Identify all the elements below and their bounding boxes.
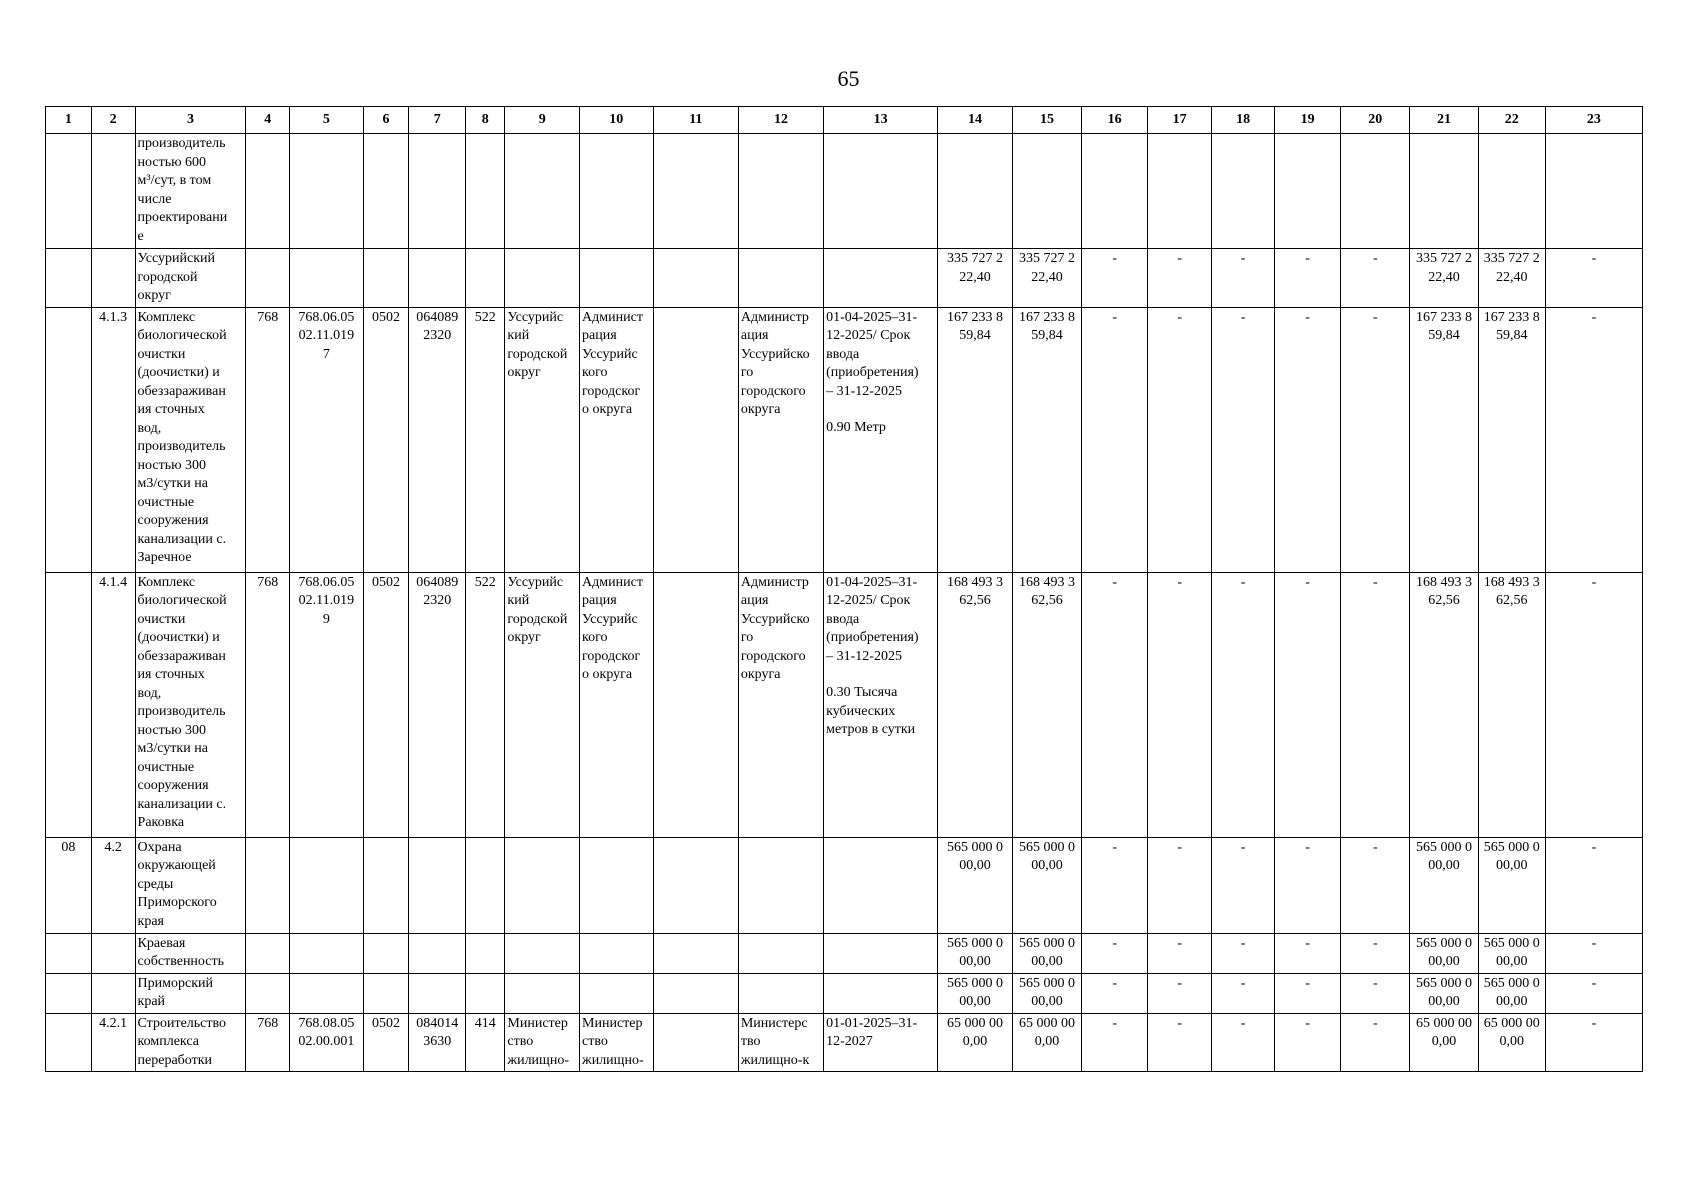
table-cell-col-5 [290, 134, 364, 249]
table-cell-col-13: 01-04-2025–31- 12-2025/ Срок ввода (приобретения) – 31-12-2025 0.90 Метр [824, 307, 938, 572]
column-header-14: 14 [938, 107, 1013, 134]
table-cell-col-12 [738, 249, 823, 308]
table-cell-col-21: 335 727 2 22,40 [1410, 249, 1478, 308]
table-cell-col-16: - [1082, 933, 1148, 973]
table-cell-col-1 [46, 134, 92, 249]
table-cell-col-6: 0502 [363, 572, 409, 837]
table-cell-col-11 [653, 249, 738, 308]
table-cell-col-23: - [1545, 837, 1642, 933]
table-cell-col-7: 084014 3630 [409, 1013, 466, 1072]
table-cell-col-1 [46, 933, 92, 973]
table-row [46, 307, 1643, 572]
table-cell-col-16: - [1082, 973, 1148, 1013]
table-cell-col-23: - [1545, 973, 1642, 1013]
table-body [46, 134, 1643, 1072]
table-cell-col-23: - [1545, 1013, 1642, 1072]
table-cell-col-20: - [1341, 1013, 1410, 1072]
column-header-4: 4 [246, 107, 290, 134]
table-cell-col-16: - [1082, 249, 1148, 308]
table-cell-col-21 [1410, 134, 1478, 249]
table-cell-col-4 [246, 973, 290, 1013]
table-cell-col-14: 565 000 0 00,00 [938, 973, 1013, 1013]
table-cell-col-23: - [1545, 572, 1642, 837]
table-row [46, 933, 1643, 973]
table-cell-col-4 [246, 134, 290, 249]
table-cell-col-22: 335 727 2 22,40 [1478, 249, 1545, 308]
table-cell-col-2 [91, 134, 135, 249]
table-cell-col-15: 167 233 8 59,84 [1012, 307, 1081, 572]
column-header-9: 9 [505, 107, 580, 134]
table-cell-col-14: 65 000 00 0,00 [938, 1013, 1013, 1072]
table-cell-col-11 [653, 307, 738, 572]
table-cell-col-14: 167 233 8 59,84 [938, 307, 1013, 572]
table-cell-col-3: Краевая собственность [135, 933, 246, 973]
table-cell-col-6 [363, 837, 409, 933]
table-cell-col-11 [653, 1013, 738, 1072]
table-cell-col-12: Министерс тво жилищно-к [738, 1013, 823, 1072]
table-cell-col-14: 565 000 0 00,00 [938, 933, 1013, 973]
table-row [46, 837, 1643, 933]
table-cell-col-13 [824, 973, 938, 1013]
table-cell-col-22: 167 233 8 59,84 [1478, 307, 1545, 572]
table-cell-col-21: 168 493 3 62,56 [1410, 572, 1478, 837]
table-cell-col-4: 768 [246, 307, 290, 572]
table-cell-col-16: - [1082, 1013, 1148, 1072]
table-cell-col-21: 565 000 0 00,00 [1410, 973, 1478, 1013]
table-cell-col-7 [409, 973, 466, 1013]
table-cell-col-15: 565 000 0 00,00 [1012, 973, 1081, 1013]
table-cell-col-22: 168 493 3 62,56 [1478, 572, 1545, 837]
table-cell-col-2 [91, 933, 135, 973]
table-cell-col-9 [505, 973, 580, 1013]
page-number: 65 [837, 66, 860, 91]
column-header-8: 8 [465, 107, 504, 134]
table-cell-col-11 [653, 933, 738, 973]
table-cell-col-15: 168 493 3 62,56 [1012, 572, 1081, 837]
table-cell-col-3: Строительство комплекса переработки [135, 1013, 246, 1072]
table-cell-col-15 [1012, 134, 1081, 249]
table-cell-col-5 [290, 249, 364, 308]
table-cell-col-5 [290, 973, 364, 1013]
table-cell-col-19: - [1275, 837, 1341, 933]
column-header-7: 7 [409, 107, 466, 134]
table-cell-col-20: - [1341, 933, 1410, 973]
table-cell-col-19: - [1275, 973, 1341, 1013]
column-header-18: 18 [1212, 107, 1275, 134]
table-row [46, 973, 1643, 1013]
table-cell-col-6: 0502 [363, 1013, 409, 1072]
table-cell-col-14: 168 493 3 62,56 [938, 572, 1013, 837]
table-cell-col-20: - [1341, 307, 1410, 572]
table-cell-col-18: - [1212, 837, 1275, 933]
table-cell-col-2 [91, 973, 135, 1013]
table-cell-col-18: - [1212, 1013, 1275, 1072]
table-cell-col-22: 565 000 0 00,00 [1478, 837, 1545, 933]
table-cell-col-8 [465, 933, 504, 973]
table-cell-col-12 [738, 837, 823, 933]
table-cell-col-21: 65 000 00 0,00 [1410, 1013, 1478, 1072]
budget-table [45, 106, 1643, 1072]
table-cell-col-14: 335 727 2 22,40 [938, 249, 1013, 308]
table-row [46, 249, 1643, 308]
table-cell-col-19: - [1275, 572, 1341, 837]
table-cell-col-20: - [1341, 249, 1410, 308]
table-cell-col-19: - [1275, 249, 1341, 308]
column-header-17: 17 [1148, 107, 1212, 134]
column-header-20: 20 [1341, 107, 1410, 134]
table-cell-col-18: - [1212, 933, 1275, 973]
table-cell-col-11 [653, 973, 738, 1013]
column-header-2: 2 [91, 107, 135, 134]
table-cell-col-13: 01-04-2025–31- 12-2025/ Срок ввода (приобретения) – 31-12-2025 0.30 Тысяча кубических метров в сутки [824, 572, 938, 837]
table-cell-col-1 [46, 572, 92, 837]
column-header-21: 21 [1410, 107, 1478, 134]
table-cell-col-12 [738, 134, 823, 249]
table-cell-col-4 [246, 249, 290, 308]
table-cell-col-13 [824, 837, 938, 933]
table-cell-col-19 [1275, 134, 1341, 249]
table-cell-col-3: Охрана окружающей среды Приморского края [135, 837, 246, 933]
column-header-3: 3 [135, 107, 246, 134]
table-cell-col-14: 565 000 0 00,00 [938, 837, 1013, 933]
table-cell-col-7 [409, 134, 466, 249]
table-cell-col-8: 522 [465, 572, 504, 837]
table-cell-col-2: 4.1.4 [91, 572, 135, 837]
table-cell-col-3: Комплекс биологической очистки (доочистки) и обеззараживан ия сточных вод, производитель ностью 300 м3/сутки на очистные сооружения канализации с. Заречное [135, 307, 246, 572]
table-cell-col-23 [1545, 134, 1642, 249]
table-cell-col-17: - [1148, 307, 1212, 572]
table-cell-col-18: - [1212, 307, 1275, 572]
table-cell-col-6 [363, 134, 409, 249]
column-header-11: 11 [653, 107, 738, 134]
table-cell-col-22: 565 000 0 00,00 [1478, 933, 1545, 973]
table-cell-col-9 [505, 837, 580, 933]
table-cell-col-23: - [1545, 307, 1642, 572]
table-cell-col-14 [938, 134, 1013, 249]
column-header-5: 5 [290, 107, 364, 134]
table-cell-col-15: 65 000 00 0,00 [1012, 1013, 1081, 1072]
table-cell-col-5: 768.06.05 02.11.019 7 [290, 307, 364, 572]
column-header-23: 23 [1545, 107, 1642, 134]
column-header-22: 22 [1478, 107, 1545, 134]
table-cell-col-8: 414 [465, 1013, 504, 1072]
table-cell-col-7 [409, 933, 466, 973]
table-cell-col-8: 522 [465, 307, 504, 572]
table-cell-col-21: 565 000 0 00,00 [1410, 837, 1478, 933]
table-cell-col-9: Уссурийс кий городской округ [505, 572, 580, 837]
table-cell-col-20: - [1341, 572, 1410, 837]
table-cell-col-12 [738, 973, 823, 1013]
table-cell-col-10: Админист рация Уссурийс кого городског о округа [580, 572, 654, 837]
table-cell-col-10 [580, 973, 654, 1013]
table-cell-col-9: Уссурийс кий городской округ [505, 307, 580, 572]
table-cell-col-1: 08 [46, 837, 92, 933]
table-cell-col-13: 01-01-2025–31- 12-2027 [824, 1013, 938, 1072]
table-cell-col-20: - [1341, 973, 1410, 1013]
table-row [46, 572, 1643, 837]
table-cell-col-3: производитель ностью 600 м³/сут, в том числе проектировани е [135, 134, 246, 249]
column-header-6: 6 [363, 107, 409, 134]
table-cell-col-16: - [1082, 307, 1148, 572]
table-cell-col-15: 335 727 2 22,40 [1012, 249, 1081, 308]
table-cell-col-2: 4.2 [91, 837, 135, 933]
column-header-13: 13 [824, 107, 938, 134]
column-header-19: 19 [1275, 107, 1341, 134]
table-cell-col-10 [580, 837, 654, 933]
table-cell-col-13 [824, 933, 938, 973]
table-cell-col-4: 768 [246, 1013, 290, 1072]
table-cell-col-8 [465, 837, 504, 933]
table-cell-col-18 [1212, 134, 1275, 249]
column-header-12: 12 [738, 107, 823, 134]
table-cell-col-5: 768.08.05 02.00.001 [290, 1013, 364, 1072]
table-cell-col-17: - [1148, 837, 1212, 933]
table-cell-col-10: Админист рация Уссурийс кого городског о округа [580, 307, 654, 572]
table-cell-col-15: 565 000 0 00,00 [1012, 933, 1081, 973]
table-cell-col-1 [46, 307, 92, 572]
table-cell-col-11 [653, 837, 738, 933]
table-cell-col-18: - [1212, 572, 1275, 837]
table-cell-col-21: 167 233 8 59,84 [1410, 307, 1478, 572]
table-cell-col-21: 565 000 0 00,00 [1410, 933, 1478, 973]
table-cell-col-6 [363, 973, 409, 1013]
table-cell-col-17: - [1148, 933, 1212, 973]
column-header-1: 1 [46, 107, 92, 134]
table-cell-col-12: Администр ация Уссурийско го городского округа [738, 307, 823, 572]
table-cell-col-1 [46, 1013, 92, 1072]
table-cell-col-20 [1341, 134, 1410, 249]
table-cell-col-9 [505, 933, 580, 973]
table-cell-col-22: 65 000 00 0,00 [1478, 1013, 1545, 1072]
table-cell-col-8 [465, 134, 504, 249]
table-cell-col-17: - [1148, 1013, 1212, 1072]
table-cell-col-7 [409, 249, 466, 308]
table-row [46, 1013, 1643, 1072]
table-cell-col-2: 4.1.3 [91, 307, 135, 572]
table-cell-col-19: - [1275, 307, 1341, 572]
table-cell-col-19: - [1275, 933, 1341, 973]
table-cell-col-23: - [1545, 933, 1642, 973]
table-cell-col-4 [246, 933, 290, 973]
table-cell-col-8 [465, 249, 504, 308]
table-cell-col-12 [738, 933, 823, 973]
table-cell-col-17 [1148, 134, 1212, 249]
table-cell-col-10: Министер ство жилищно- [580, 1013, 654, 1072]
table-cell-col-9 [505, 249, 580, 308]
table-cell-col-9 [505, 134, 580, 249]
table-cell-col-7: 064089 2320 [409, 572, 466, 837]
table-cell-col-1 [46, 249, 92, 308]
table-cell-col-10 [580, 933, 654, 973]
table-cell-col-5 [290, 837, 364, 933]
table-cell-col-22 [1478, 134, 1545, 249]
column-header-16: 16 [1082, 107, 1148, 134]
table-cell-col-19: - [1275, 1013, 1341, 1072]
table-cell-col-13 [824, 249, 938, 308]
table-cell-col-18: - [1212, 249, 1275, 308]
table-cell-col-23: - [1545, 249, 1642, 308]
table-cell-col-4 [246, 837, 290, 933]
table-cell-col-20: - [1341, 837, 1410, 933]
table-cell-col-13 [824, 134, 938, 249]
table-cell-col-1 [46, 973, 92, 1013]
table-cell-col-16 [1082, 134, 1148, 249]
table-cell-col-18: - [1212, 973, 1275, 1013]
table-cell-col-17: - [1148, 572, 1212, 837]
table-cell-col-7: 064089 2320 [409, 307, 466, 572]
table-cell-col-6 [363, 933, 409, 973]
table-cell-col-17: - [1148, 973, 1212, 1013]
table-cell-col-6: 0502 [363, 307, 409, 572]
header-row [46, 107, 1643, 134]
table-cell-col-16: - [1082, 837, 1148, 933]
table-cell-col-5: 768.06.05 02.11.019 9 [290, 572, 364, 837]
table-cell-col-8 [465, 973, 504, 1013]
table-cell-col-12: Администр ация Уссурийско го городского округа [738, 572, 823, 837]
table-row [46, 134, 1643, 249]
table-cell-col-10 [580, 134, 654, 249]
table-cell-col-16: - [1082, 572, 1148, 837]
table-cell-col-6 [363, 249, 409, 308]
table-cell-col-17: - [1148, 249, 1212, 308]
table-cell-col-22: 565 000 0 00,00 [1478, 973, 1545, 1013]
table-cell-col-4: 768 [246, 572, 290, 837]
table-cell-col-10 [580, 249, 654, 308]
table-cell-col-15: 565 000 0 00,00 [1012, 837, 1081, 933]
column-header-15: 15 [1012, 107, 1081, 134]
table-cell-col-3: Приморский край [135, 973, 246, 1013]
table-cell-col-3: Уссурийский городской округ [135, 249, 246, 308]
table-cell-col-11 [653, 134, 738, 249]
table-cell-col-2 [91, 249, 135, 308]
column-header-10: 10 [580, 107, 654, 134]
table-cell-col-3: Комплекс биологической очистки (доочистки) и обеззараживан ия сточных вод, производитель ностью 300 м3/сутки на очистные сооружения канализации с. Раковка [135, 572, 246, 837]
table-cell-col-9: Министер ство жилищно- [505, 1013, 580, 1072]
table-cell-col-11 [653, 572, 738, 837]
table-cell-col-5 [290, 933, 364, 973]
table-cell-col-7 [409, 837, 466, 933]
table-cell-col-2: 4.2.1 [91, 1013, 135, 1072]
